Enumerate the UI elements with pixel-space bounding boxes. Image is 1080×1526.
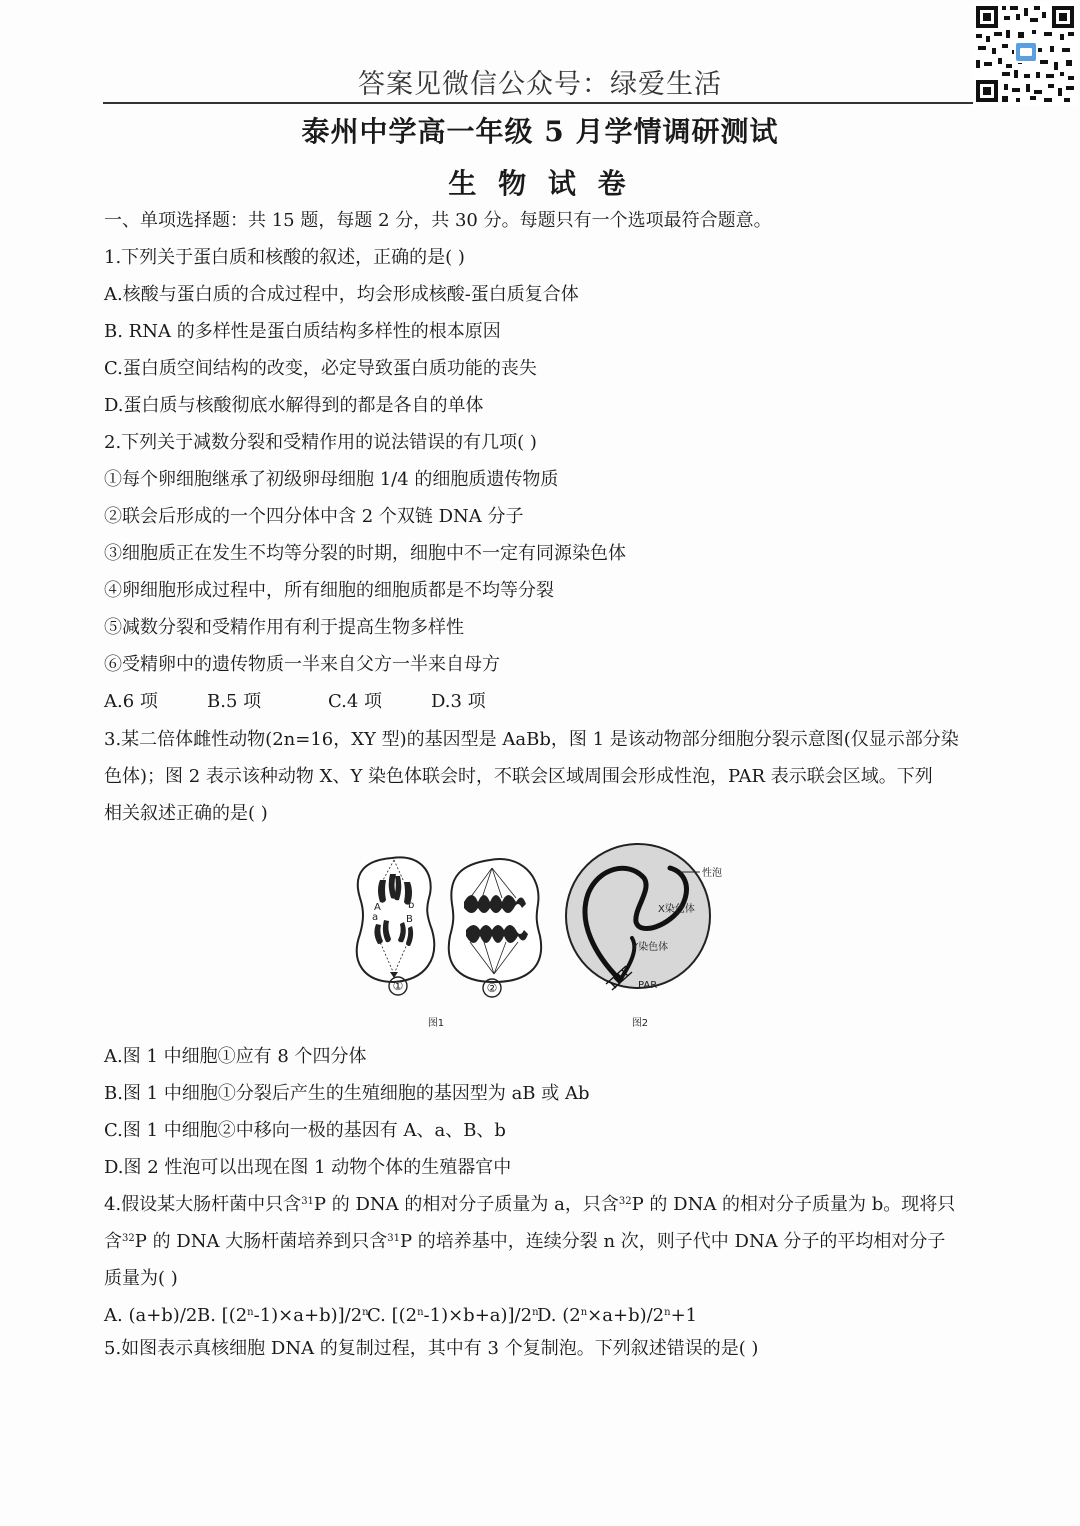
- q2-option-b: B.5 项: [207, 691, 262, 712]
- x-chromosome-label: X染色体: [658, 904, 695, 915]
- q2-option-a: A.6 项: [104, 691, 158, 712]
- q4-option-c: C. $[(2^n-1)\times b+a)]/2^n$: [367, 1305, 539, 1326]
- q2-item-6: ⑥受精卵中的遗传物质一半来自父方一半来自母方: [104, 654, 500, 675]
- q3-option-a: A.图 1 中细胞①应有 8 个四分体: [104, 1046, 367, 1067]
- q4-options: [104, 1304, 697, 1328]
- gene-label-b: b: [408, 900, 415, 911]
- gene-label-B: B: [406, 914, 413, 925]
- q2-item-3: ③细胞质正在发生不均等分裂的时期，细胞中不一定有同源染色体: [104, 543, 626, 564]
- q4-stem-line-1: 4.假设某大肠杆菌中只含$^{31}$P 的 DNA 的相对分子质量为 a，只含$^{32}$P 的 DNA 的相对分子质量为 b。现将只: [104, 1194, 956, 1215]
- cell-2-diagram: [449, 859, 541, 997]
- header-divider: [103, 102, 973, 104]
- sex-vesicle-label: 性泡: [702, 868, 722, 879]
- gene-label-A: A: [374, 902, 381, 913]
- q4-stem-line-3: 质量为( ): [104, 1268, 178, 1289]
- q2-item-4: ④卵细胞形成过程中，所有细胞的细胞质都是不均等分裂: [104, 580, 554, 601]
- q1-option-a: A.核酸与蛋白质的合成过程中，均会形成核酸-蛋白质复合体: [104, 284, 579, 305]
- figure-1-caption: 图1: [427, 1018, 445, 1029]
- q5-stem: 5.如图表示真核细胞 DNA 的复制过程，其中有 3 个复制泡。下列叙述错误的是( ): [104, 1338, 759, 1359]
- q1-option-d: D.蛋白质与核酸彻底水解得到的都是各自的单体: [104, 395, 484, 416]
- q3-option-b: B.图 1 中细胞①分裂后产生的生殖细胞的基因型为 aB 或 Ab: [104, 1083, 590, 1104]
- par-label: PAR: [638, 980, 658, 991]
- page-title: 泰州中学高一年级 5 月学情调研测试: [301, 115, 779, 148]
- q1-stem: 1.下列关于蛋白质和核酸的叙述，正确的是( ): [104, 247, 465, 268]
- q4-option-b: B. $[(2^n-1)\times a+b)]/2^n$: [197, 1305, 369, 1326]
- cell-1-diagram: [357, 857, 434, 995]
- q2-option-d: D.3 项: [431, 691, 486, 712]
- q3-option-c: C.图 1 中细胞②中移向一极的基因有 A、a、B、b: [104, 1120, 506, 1141]
- q1-option-b: B. RNA 的多样性是蛋白质结构多样性的根本原因: [104, 321, 501, 342]
- q3-stem-line-2: 色体)；图 2 表示该种动物 X、Y 染色体联会时，不联会区域周围会形成性泡，PAR 表示联会区域。下列: [104, 766, 933, 787]
- q4-stem-line-2: 含$^{32}$P 的 DNA 大肠杆菌培养到只含$^{31}$P 的培养基中，连续分裂 n 次，则子代中 DNA 分子的平均相对分子: [104, 1231, 946, 1252]
- page-subtitle: 生 物 试 卷: [448, 167, 632, 200]
- cell-1-label: ①: [392, 979, 404, 993]
- figure-2-diagram: [566, 844, 722, 991]
- header-note: 答案见微信公众号：绿爱生活: [358, 69, 722, 100]
- q3-option-d: D.图 2 性泡可以出现在图 1 动物个体的生殖器官中: [104, 1157, 512, 1178]
- section-heading: 一、单项选择题：共 15 题，每题 2 分，共 30 分。每题只有一个选项最符合题意。: [104, 210, 772, 231]
- figure-2-caption: 图2: [631, 1018, 649, 1029]
- q3-stem-line-3: 相关叙述正确的是( ): [104, 803, 268, 824]
- y-chromosome-label: Y染色体: [632, 942, 669, 953]
- q2-item-2: ②联会后形成的一个四分体中含 2 个双链 DNA 分子: [104, 506, 524, 527]
- q2-options: [104, 690, 486, 714]
- q4-option-d: D. $(2^n\times a+b)/2^n+1$: [537, 1305, 698, 1326]
- q1-option-c: C.蛋白质空间结构的改变，必定导致蛋白质功能的丧失: [104, 358, 537, 379]
- q2-option-c: C.4 项: [328, 691, 383, 712]
- cell-2-label: ②: [486, 981, 498, 995]
- q4-option-a: A. (a+b)/2: [104, 1305, 198, 1326]
- q2-item-1: ①每个卵细胞继承了初级卵母细胞 1/4 的细胞质遗传物质: [104, 469, 559, 490]
- q2-item-5: ⑤减数分裂和受精作用有利于提高生物多样性: [104, 617, 464, 638]
- q3-stem-line-1: 3.某二倍体雌性动物(2n=16，XY 型)的基因型是 AaBb，图 1 是该动物部分细胞分裂示意图(仅显示部分染: [104, 729, 959, 750]
- gene-label-a: a: [372, 912, 379, 923]
- q2-stem: 2.下列关于减数分裂和受精作用的说法错误的有几项( ): [104, 432, 537, 453]
- q3-figure: [352, 842, 742, 1032]
